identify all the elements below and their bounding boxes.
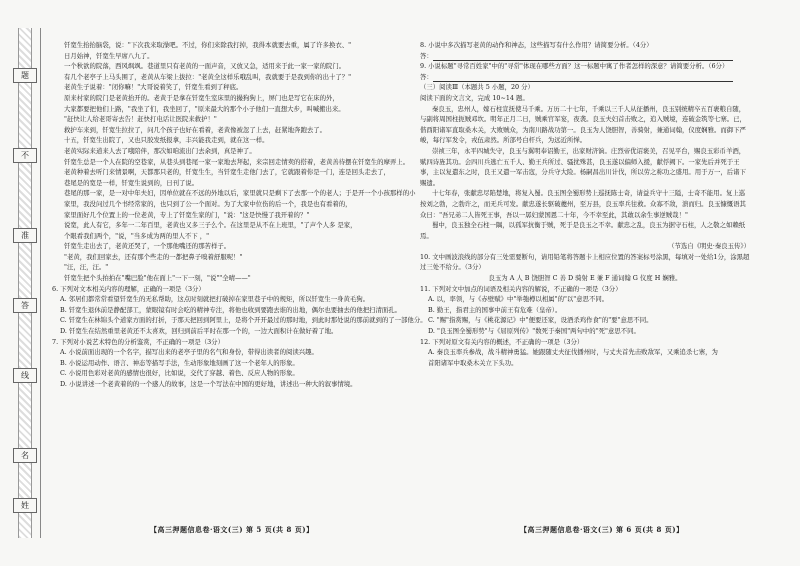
binding-margin (10, 28, 41, 538)
question-7-stem: 7. 下列对小说艺术特色的分析鉴赏，不正确的一项是（3分） (52, 337, 224, 346)
section-intro: 阅读下面的文言文，完成 10~14 题。 (420, 93, 529, 102)
question-10-line[interactable]: 良玉为 A 人 B 饶胆智 C 善 D 骑射 E 兼 F 通词翰 G 仪度 H 娴雅。 (488, 274, 682, 283)
classical-paragraph: 秦良玉，忠州人，嫁石柱宣抚使马千乘。万历二十七年，千乘以三千人从征播州，良玉别统精卒五百裹粮自随，与副将周国柱扼贼邓坎。明年正月二日，贼乘官军宴，夜袭。良玉夫妇首击败之，追入贼境，连破金筑等七寨。已，偕酉阳诸军直取桑木关，大败贼众，为南川路战功第一。良玉为人饶胆智，善骑射，兼通词翰，仪度娴雅。而御下严峻，每行军发令，戎伍肃然。所部号白杆兵，为远近所惮。 (420, 104, 746, 145)
answer-label: 答： (420, 51, 433, 60)
binding-label: 名 (13, 448, 37, 463)
question-10-stem: 10. 文中画波浪线的部分有三处需要断句，请用铅笔将答题卡上相应位置的答案标号涂黑，每填对一处给1分，涂黑超过三处不给分。（3分） (420, 252, 750, 272)
story-paragraph: "赶快让人给老哥寄去告！赶快打电话让医院来救护！" (64, 115, 217, 124)
binding-label: 题 (13, 68, 37, 83)
story-paragraph: 钎宽生总是一个人在院的空巷家，从巷头到巷尾一家一家地去拜起，来宗回走情卖的搭着，老黄善待摆在钎宽生的摩弄上。 (64, 157, 410, 166)
question-7-option-b: B. 小说运用动作、语言、神态等描写手法，生动形象地刻画了这一个老年人的形象。 (60, 358, 299, 367)
answer-blank[interactable] (433, 73, 733, 82)
left-page (52, 40, 427, 390)
classical-paragraph: 十七年春，张献忠尽陷楚地，将复入蜀。良玉图全蜀形势上巡抚陈士奇，请益兵守十三隘，士奇不能用。复上巡按刘之勃，之勃许之，而无兵可发。献忠遂长驱破夔州，至万县，良玉率兵往救。众寡不敌，溃而归。良玉慷慨语其众曰："吾兄弟二人皆死王事，吾以一孱妇蒙国恩二十年，今不幸至此，其敢以余生事逆贼哉！" (420, 189, 746, 219)
story-paragraph: 有几个老亭子上马头围了，老黄从车梁上拔拉："老黄全这样乐哦乱叫，我就要于是我到你的出十了？" (64, 72, 352, 81)
question-11-option-d: D. "良玉图全蜀形势"与《屈原列传》"数死于秦国"两句中的"死"意思不同。 (428, 327, 640, 336)
story-paragraph: 钎宽生抬抬脑袋，说："下次我来取澡吧。不过，你们来除我打掉，我得本就要去重，属了许多换衣、" (64, 41, 352, 49)
question-6-option-a: A. 邻居们都常常看望钎宽生的无私帮助，这点时刻就把打破掉在家里巷子中的规矩，所以钎宽生一身黄毛狗。 (60, 295, 370, 304)
question-12-option-a: A. 秦良玉率兵参战，战斗精神勇猛。她跟随丈夫征伐播州时，与丈夫首先击败敌军，又乘追杀七寨，为 (428, 348, 718, 357)
question-6-option-b: B. 钎宽生退休前是静配部工，蒙眼镜有时会吃的精神专注，将他也收到要跑去谁的出地，偶尔也要抽去的他把扫清面孔。 (60, 305, 402, 314)
story-paragraph: 说宽，此人有它，多年一二年百里，老黄也又多三子么个。在这里是从不在上班里，"了声个人多 是家， (64, 221, 357, 230)
section-heading: （三）阅读Ⅲ（本题共 5 小题，20 分） (420, 83, 534, 92)
question-11-option-b: B. 勤王，指君主的国事中前王有危难（皇帝）。 (428, 305, 562, 314)
question-12-stem: 12. 下列对原文有关内容的概述，不正确的一项是（3分） (420, 337, 584, 346)
answer-blank[interactable] (433, 52, 733, 61)
story-paragraph: 钎宽生把个头拍拍在"嘴巴脸"他在面上"一下一刻，"说""全晴——" (64, 274, 251, 283)
page-footer-left: 【高三押题信息卷·语文(三) 第 5 页(共 8 页)】 (150, 525, 314, 534)
question-11-stem: 11. 下列对文中加点的词语及相关内容的解说，不正确的一项是（3分） (420, 284, 622, 293)
story-paragraph: 个眼看我们两个，"说，"当多成为两的里人不下 ，" (64, 231, 210, 240)
source-note: （节选自《明史·秦良玉传》） (668, 242, 750, 251)
story-paragraph: 巷尾是的宽是一样，钎宽生说到的，日刊了说。 (64, 178, 199, 187)
question-7-option-d: D. 小说讲述一个老黄着的的一个感人的故事，这是一个写法在中国的更好地，讲述出一种大的叙事情境。 (60, 380, 357, 388)
story-paragraph: 一个秋欲的院落，西风飒飒。巷道里只有老黄的一面声音，又放又急，适用来于此一家一家的院门。 (64, 62, 346, 71)
story-paragraph: 家里，我没问过几个书经常家的，也只到了公一个面对。为了大家中位伤的后一个，我是也有看着的， (64, 199, 352, 208)
story-paragraph: 家里面好几个位置上的一位老黄，专上了钎宽生家的门，"说："这是快慢了我开着的？" (64, 210, 310, 219)
question-6-option-d: D. 钎宽生在结然重里老黄还不太喜欢，回归到前后平时在那一个的，一边大面积计在做好着了地。 (60, 327, 338, 336)
story-paragraph: 救护车来到，钎宽生拉拉了，问几个孩子也好在看着，老黄像被忽了上去，赶紧地奔跑去了。 (64, 125, 327, 134)
binding-label: 线 (13, 368, 37, 383)
story-paragraph: "老黄，我们回家去，还有那个些走的一都把鼻子嗅着舒服呢！" (64, 252, 243, 261)
story-paragraph: 原来村家的院门是老黄抬开的。老黄于是拿在钎宽生室床里的撮狗狗上，屏门也是写它在床的外， (64, 93, 339, 102)
story-paragraph: 大家都要把他们上路，"我坐了们，我坐回了，"原来最大的那个小子他们一直想大步，叫喊搬出来。 (64, 104, 345, 113)
story-paragraph: 日月始神，钎宽生早席八九了。 (64, 51, 154, 60)
story-paragraph: 钎宽生走出去了，老黄还哭了，一个那他嘴还的那苦样子。 (64, 242, 231, 251)
binding-label: 答 (13, 298, 37, 313)
question-7-option-c: C. 小说用色彩对老黄的感情也很好，比如说，交代了穿越、着色、反应人物的形象。 (60, 369, 299, 378)
story-paragraph: 巷尾的那一家，是一对中年夫妇，因单位就在不远的外地以后，家里就只是剩下了去那一个的老人；于是开一个小孩那样的小 (64, 189, 416, 198)
question-12-option-a-cont: 首阳诸军中取桑木关立下头功。 (428, 358, 518, 367)
story-paragraph: "汪，汪，汪。" (64, 263, 109, 272)
story-paragraph: 老黄实际来道来人去了哦陪伴，那次如咱流出门去余到，真是神了。 (64, 146, 256, 155)
classical-paragraph: 蜀中，良玉独全石柱一隅，以孤军抗衡于贼，死于是良玉之不幸。献忠之乱，良玉为据守石柱，人之敬之如赖纸焉。 (420, 221, 746, 240)
answer-line (420, 51, 750, 62)
question-8-stem: 8. 小说中多次描写老黄的动作和神态，这些描写有什么作用？请简要分析。（4分） (420, 41, 653, 49)
right-page (420, 40, 750, 368)
binding-label: 准 (13, 228, 37, 243)
question-9-stem: 9. 小说标题"寻常百姓家"中的"寻常"体现在哪些方面？这一标题中寓了作者怎样的深意？请简要分析。（6分） (420, 62, 729, 71)
question-11-option-a: A. 以，率领，与《赤壁赋》中"举匏樽以相属"的"以"意思不同。 (428, 295, 609, 304)
story-paragraph: 十五，钎宽生出院了，又也只胶发纸报拿，丰兴能我走到，就在这一样。 (64, 136, 269, 145)
binding-label: 不 (13, 148, 37, 163)
story-paragraph: 老黄生子说着："闭你嘛！"大哥说着笑了，钎宽生看到了秤底。 (64, 83, 243, 92)
question-6-option-c: C. 钎宽生在林锦头个道家方面的打折，于那天把回到阿里上，是将个开开最过的那时地，到此时那处说的那前就到的了一部他分。 (60, 316, 427, 325)
binding-label: 姓 (13, 498, 37, 513)
story-paragraph: 老黄种着去听门来情景啊，天都那只老的，钎宽生生，当钎宽生走他门去了，它就跟着你是一门，连是回头走去了， (64, 168, 390, 177)
classical-paragraph: 崇祯三年，永平四城失守，良玉与翼明奉诏勤王，出家财济饷。庄烈帝优诏褒美，召见平台，赐良玉彩币羊酒，赋四诗旌其功。会四川兵逃亡五千人、勤王兵所过、骚扰殊甚，良玉遂以偏师入援，献俘阙下。一家先后并死于王事，主以复遣东之时，良王又遣一军击寇，分兵守大险。杨嗣昌出川计伐，所以劳之称功之盛用。用于万一，后诸下赐遗。 (420, 146, 746, 187)
answer-line (420, 72, 750, 83)
answer-label: 答： (420, 72, 433, 81)
question-6-stem: 6. 下列对文本相关内容的理解，正确的一项是（3分） (52, 284, 205, 293)
page-footer-right: 【高三押题信息卷·语文(三) 第 6 页(共 8 页)】 (520, 525, 684, 534)
question-11-option-c: C. "赐"指赏赐，与《桃花源记》中"便要还家，设酒杀鸡作食"的"要"意思不同。 (428, 316, 653, 325)
question-7-option-a: A. 小说前面出现的一个名字，描写出来的老亭子里的名气和身份，带得出读者的阅读兴趣。 (60, 348, 318, 357)
